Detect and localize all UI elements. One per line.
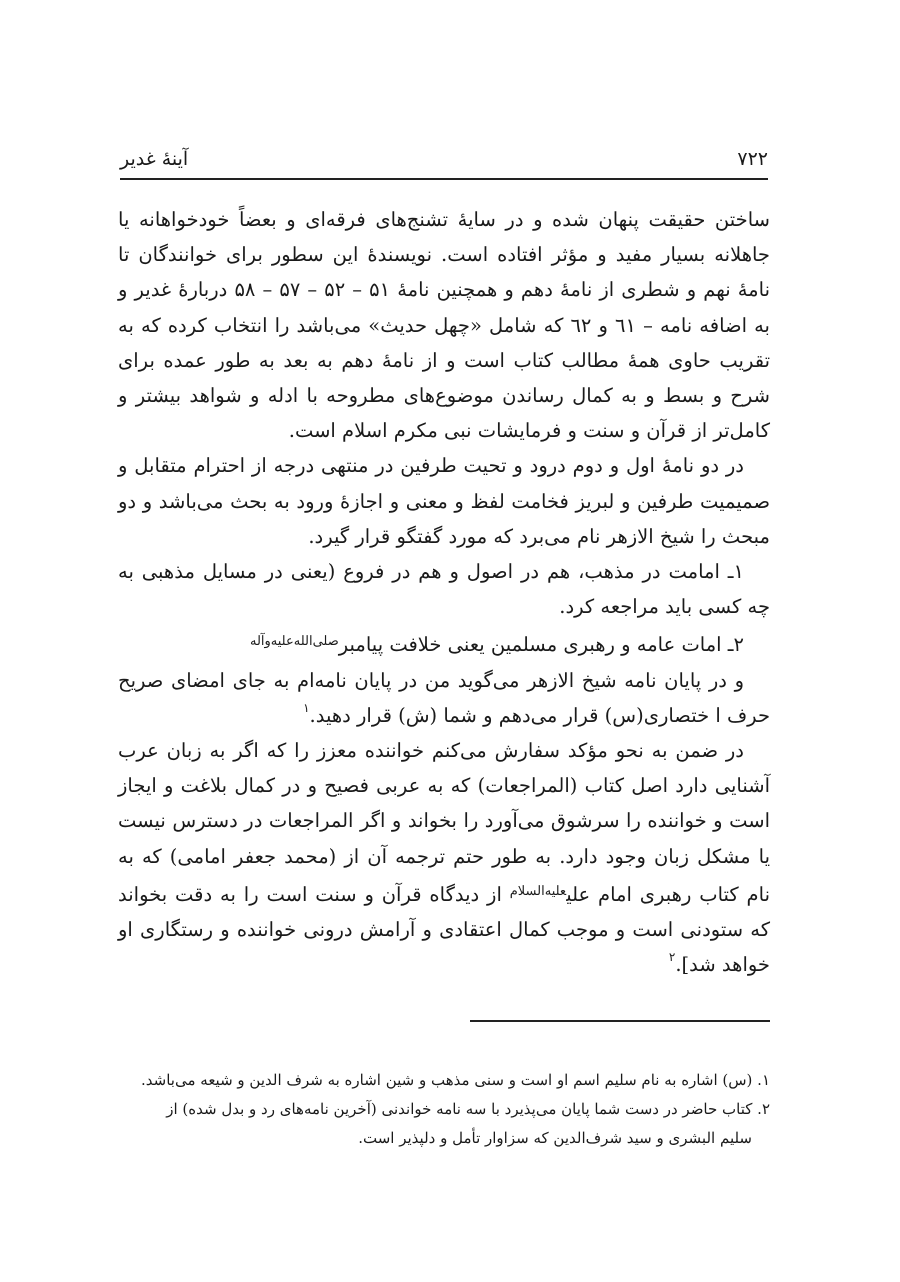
footnote-ref-2[interactable]: ۲ [668, 950, 676, 965]
footnote-2-continued: سلیم البشری و سید شرف‌الدین که سزاوار تأمل و دلپذیر است. [358, 1129, 752, 1147]
running-header [120, 142, 768, 182]
page-number: ۷۲۲ [737, 148, 768, 170]
paragraph-1: ساختن حقیقت پنهان شده و در سایهٔ تشنج‌های فرقه‌ای و بعضاً خودخواهانه یا جاهلانه بسیار مفید و مؤثر افتاده است. نویسندهٔ این سطور برای خوانندگان تا نامهٔ نهم و شطری از نامهٔ دهم و همچنین نامهٔ ۵۱ – ۵۲ – ۵۷ – ۵۸ دربارهٔ غدیر و به اضافه نامه – ٦١ و ٦٢ که شامل «چهل حدیث» می‌باشد را انتخاب کرده که به تقریب حاوی همهٔ مطالب کتاب است و از نامهٔ دهم به بعد به طور عمده برای شرح و بسط و به کمال رساندن موضوع‌های مطروحه با ادله و شواهد بیشتر و کامل‌تر از قرآن و سنت و فرمایشات نبی مکرم اسلام است. [118, 208, 770, 443]
footnote-1: ۱. (س) اشاره به نام سلیم اسم او است و سنی مذهب و شین اشاره به شرف الدین و شیعه می‌باشد. [141, 1071, 770, 1089]
honorific-pbuh: صلی‌الله‌علیه‌وآله [249, 634, 339, 650]
footnote-rule [470, 1020, 770, 1022]
footnote-2: ۲. کتاب حاضر در دست شما پایان می‌پذیرد با سه نامه خواندنی (آخرین نامه‌های رد و بدل شده) از [166, 1100, 770, 1118]
paragraph-5 [118, 663, 770, 733]
paragraph-6 [118, 733, 770, 982]
honorific-as: علیه‌السلام [509, 883, 567, 899]
running-title: آینهٔ غدیر [120, 148, 189, 170]
footnotes [118, 1066, 770, 1153]
paragraph-4-text: ۲ـ امات عامه و رهبری مسلمین یعنی خلافت پیامبر [338, 633, 744, 657]
paragraph-5-text: و در پایان نامه شیخ الازهر می‌گوید من در پایان نامه‌ام به جای امضای صریح حرف ا ختصاری(س) قرار می‌دهم و شما (ش) قرار دهید. [118, 668, 770, 727]
paragraph-6-text-a: در ضمن به نحو مؤکد سفارش می‌کنم خواننده معزز را که اگر به زبان عرب آشنایی دارد اصل کتاب (المراجعات) که به عربی فصیح و در کمال بلاغت و ایجاز است و خواننده را سرشوق می‌آورد را بخواند و اگر المراجعات در دسترس نیست یا مشکل زبان وجود دارد. به طور حتم ترجمه آن از (محمد جعفر امامی) که به نام کتاب رهبری امام علی [118, 739, 770, 906]
paragraph-4 [118, 624, 770, 662]
paragraph-6-text-b: از دیدگاه قرآن و سنت است را به دقت بخواند که ستودنی است و موجب کمال اعتقادی و آرامش درونی خواننده و رستگاری او خواهد شد]. [118, 882, 770, 977]
paragraph-3: ۱ـ امامت در مذهب، هم در اصول و هم در فروع (یعنی در مسایل مذهبی به چه کسی باید مراجعه کرد. [118, 560, 770, 619]
footnote-ref-1[interactable]: ۱ [303, 700, 310, 715]
paragraph-2: در دو نامهٔ اول و دوم درود و تحیت طرفین در منتهی درجه از احترام متقابل و صمیمیت طرفین و لبریز فخامت لفظ و معنی و اجازهٔ ورود به بحث می‌باشد و دو مبحث را شیخ الازهر نام می‌برد که مورد گفتگو قرار گیرد. [118, 454, 770, 548]
body-text [118, 202, 770, 982]
header-rule [120, 178, 768, 180]
